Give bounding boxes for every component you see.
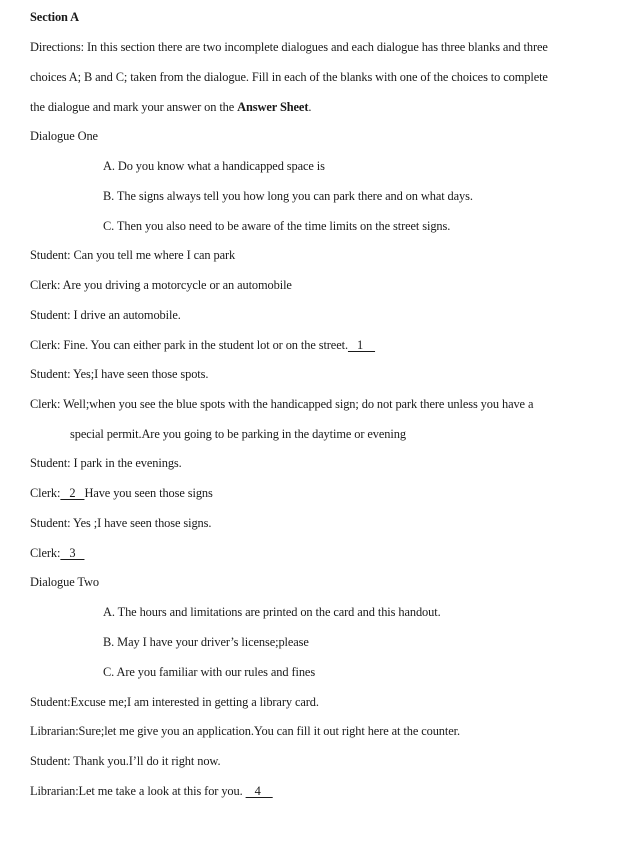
answer-blank-2: 2 <box>60 486 85 500</box>
dialogue-two-line: Student: Thank you.I’ll do it right now. <box>30 754 221 768</box>
dialogue-two-line <box>30 783 273 799</box>
dialogue-one-heading: Dialogue One <box>30 129 98 143</box>
speaker-label: Clerk: <box>30 546 61 560</box>
dialogue-text: Librarian:Let me take a look at this for you. <box>30 784 243 798</box>
dialogue-one-line: Student: I park in the evenings. <box>30 456 182 470</box>
dialogue-two-choice-a: A. The hours and limitations are printed on the card and this handout. <box>103 605 441 619</box>
dialogue-two-choice-b: B. May I have your driver’s license;please <box>103 635 309 649</box>
answer-blank-4: 4 <box>245 784 273 798</box>
section-title: Section A <box>30 10 80 24</box>
dialogue-one-line <box>30 337 375 353</box>
dialogue-one-line: Student: I drive an automobile. <box>30 308 181 322</box>
answer-blank-1: 1 <box>347 338 376 352</box>
dialogue-one-line: Student: Yes ;I have seen those signs. <box>30 516 212 530</box>
dialogue-text: Clerk: Fine. You can either park in the student lot or on the street. <box>30 338 348 352</box>
dialogue-one-line: Clerk: Are you driving a motorcycle or an automobile <box>30 278 292 292</box>
dialogue-one-line-continued: special permit.Are you going to be parking in the daytime or evening <box>70 427 406 441</box>
dialogue-one-choice-b: B. The signs always tell you how long you can park there and on what days. <box>103 189 473 203</box>
dialogue-one-line: Student: Can you tell me where I can park <box>30 248 236 262</box>
dialogue-text: Have you seen those signs <box>84 486 213 500</box>
directions-line-2: choices A; B and C; taken from the dialogue. Fill in each of the blanks with one of the choices to complete <box>30 70 548 84</box>
dialogue-one-line <box>30 545 84 561</box>
dialogue-two-heading: Dialogue Two <box>30 575 99 589</box>
dialogue-one-choice-a: A. Do you know what a handicapped space is <box>103 159 325 173</box>
speaker-label: Clerk: <box>30 486 61 500</box>
answer-sheet-emphasis: Answer Sheet <box>237 100 309 114</box>
dialogue-one-line: Clerk: Well;when you see the blue spots with the handicapped sign; do not park there unless you have a <box>30 397 534 411</box>
dialogue-two-line: Librarian:Sure;let me give you an application.You can fill it out right here at the counter. <box>30 724 460 738</box>
dialogue-one-line <box>30 485 213 501</box>
dialogue-one-choice-c: C. Then you also need to be aware of the time limits on the street signs. <box>103 219 451 233</box>
answer-blank-3: 3 <box>60 546 85 560</box>
dialogue-two-line: Student:Excuse me;I am interested in getting a library card. <box>30 695 319 709</box>
directions-line-3 <box>30 99 311 115</box>
directions-line-1: Directions: In this section there are two incomplete dialogues and each dialogue has three blanks and three <box>30 40 548 54</box>
directions-line-3-text: the dialogue and mark your answer on the <box>30 100 238 114</box>
dialogue-two-choice-c: C. Are you familiar with our rules and fines <box>103 665 316 679</box>
dialogue-one-line: Student: Yes;I have seen those spots. <box>30 367 209 381</box>
directions-line-3-end: . <box>308 100 312 114</box>
